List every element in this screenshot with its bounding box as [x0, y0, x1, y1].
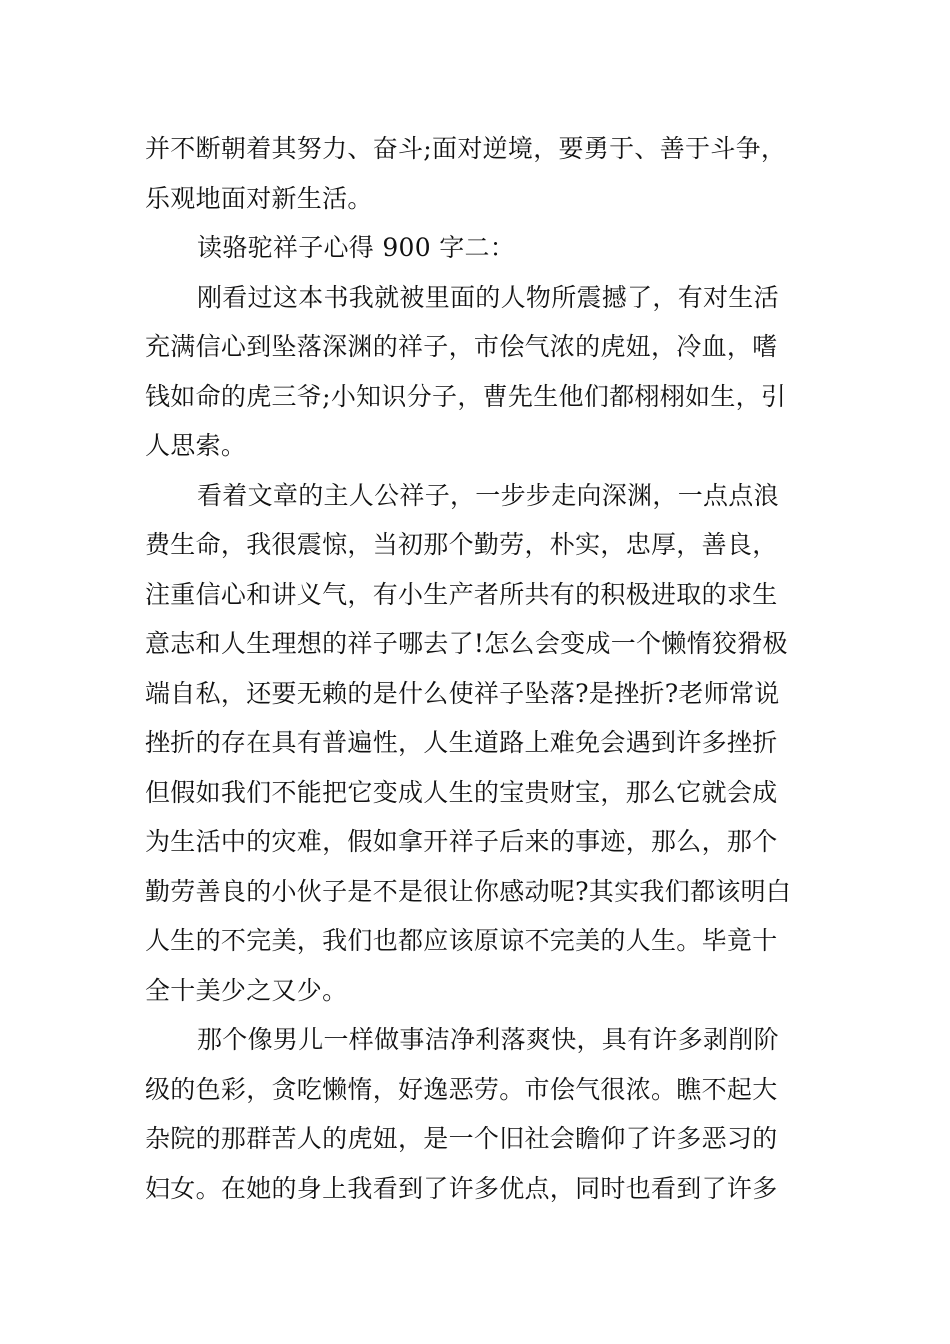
text-line: 级的色彩，贪吃懒惰，好逸恶劳。市侩气很浓。瞧不起大	[145, 1074, 778, 1104]
text-line: 那个像男儿一样做事洁净利落爽快，具有许多剥削阶	[197, 1025, 779, 1054]
text-line: 全十美少之又少。	[145, 975, 348, 1005]
text-line: 乐观地面对新生活。	[145, 183, 373, 213]
text-line: 勤劳善良的小伙子是不是很让你感动呢?其实我们都该明白	[145, 876, 792, 906]
text-line: 挫折的存在具有普遍性，人生道路上难免会遇到许多挫折	[145, 728, 778, 757]
text-line: 杂院的那群苦人的虎妞，是一个旧社会瞻仰了许多恶习的	[145, 1124, 778, 1153]
text-line: 费生命，我很震惊，当初那个勤劳，朴实，忠厚，善良，	[145, 530, 778, 559]
text-line: 为生活中的灾难，假如拿开祥子后来的事迹，那么，那个	[145, 827, 778, 856]
text-line: 人思索。	[145, 431, 247, 460]
text-line: 并不断朝着其努力、奋斗;面对逆境，要勇于、善于斗争，	[145, 134, 787, 163]
text-line: 妇女。在她的身上我看到了许多优点，同时也看到了许多	[145, 1173, 778, 1203]
text-line: 人生的不完美，我们也都应该原谅不完美的人生。毕竟十	[145, 926, 778, 955]
text-line: 看着文章的主人公祥子，一步步走向深渊，一点点浪	[197, 480, 779, 510]
text-line: 注重信心和讲义气，有小生产者所共有的积极进取的求生	[145, 579, 778, 609]
text-line: 钱如命的虎三爷;小知识分子，曹先生他们都栩栩如生，引	[145, 381, 787, 411]
text-line: 意志和人生理想的祥子哪去了!怎么会变成一个懒惰狡猾极	[145, 629, 788, 658]
document-body	[145, 124, 807, 1213]
text-line: 但假如我们不能把它变成人生的宝贵财宝，那么它就会成	[145, 777, 778, 807]
text-line: 刚看过这本书我就被里面的人物所震撼了，有对生活	[197, 282, 779, 312]
text-line: 端自私，还要无赖的是什么使祥子坠落?是挫折?老师常说	[145, 678, 780, 708]
section-heading: 读骆驼祥子心得 900 字二：	[197, 233, 516, 262]
text-line: 充满信心到坠落深渊的祥子，市侩气浓的虎妞，冷血，嗜	[145, 332, 778, 361]
